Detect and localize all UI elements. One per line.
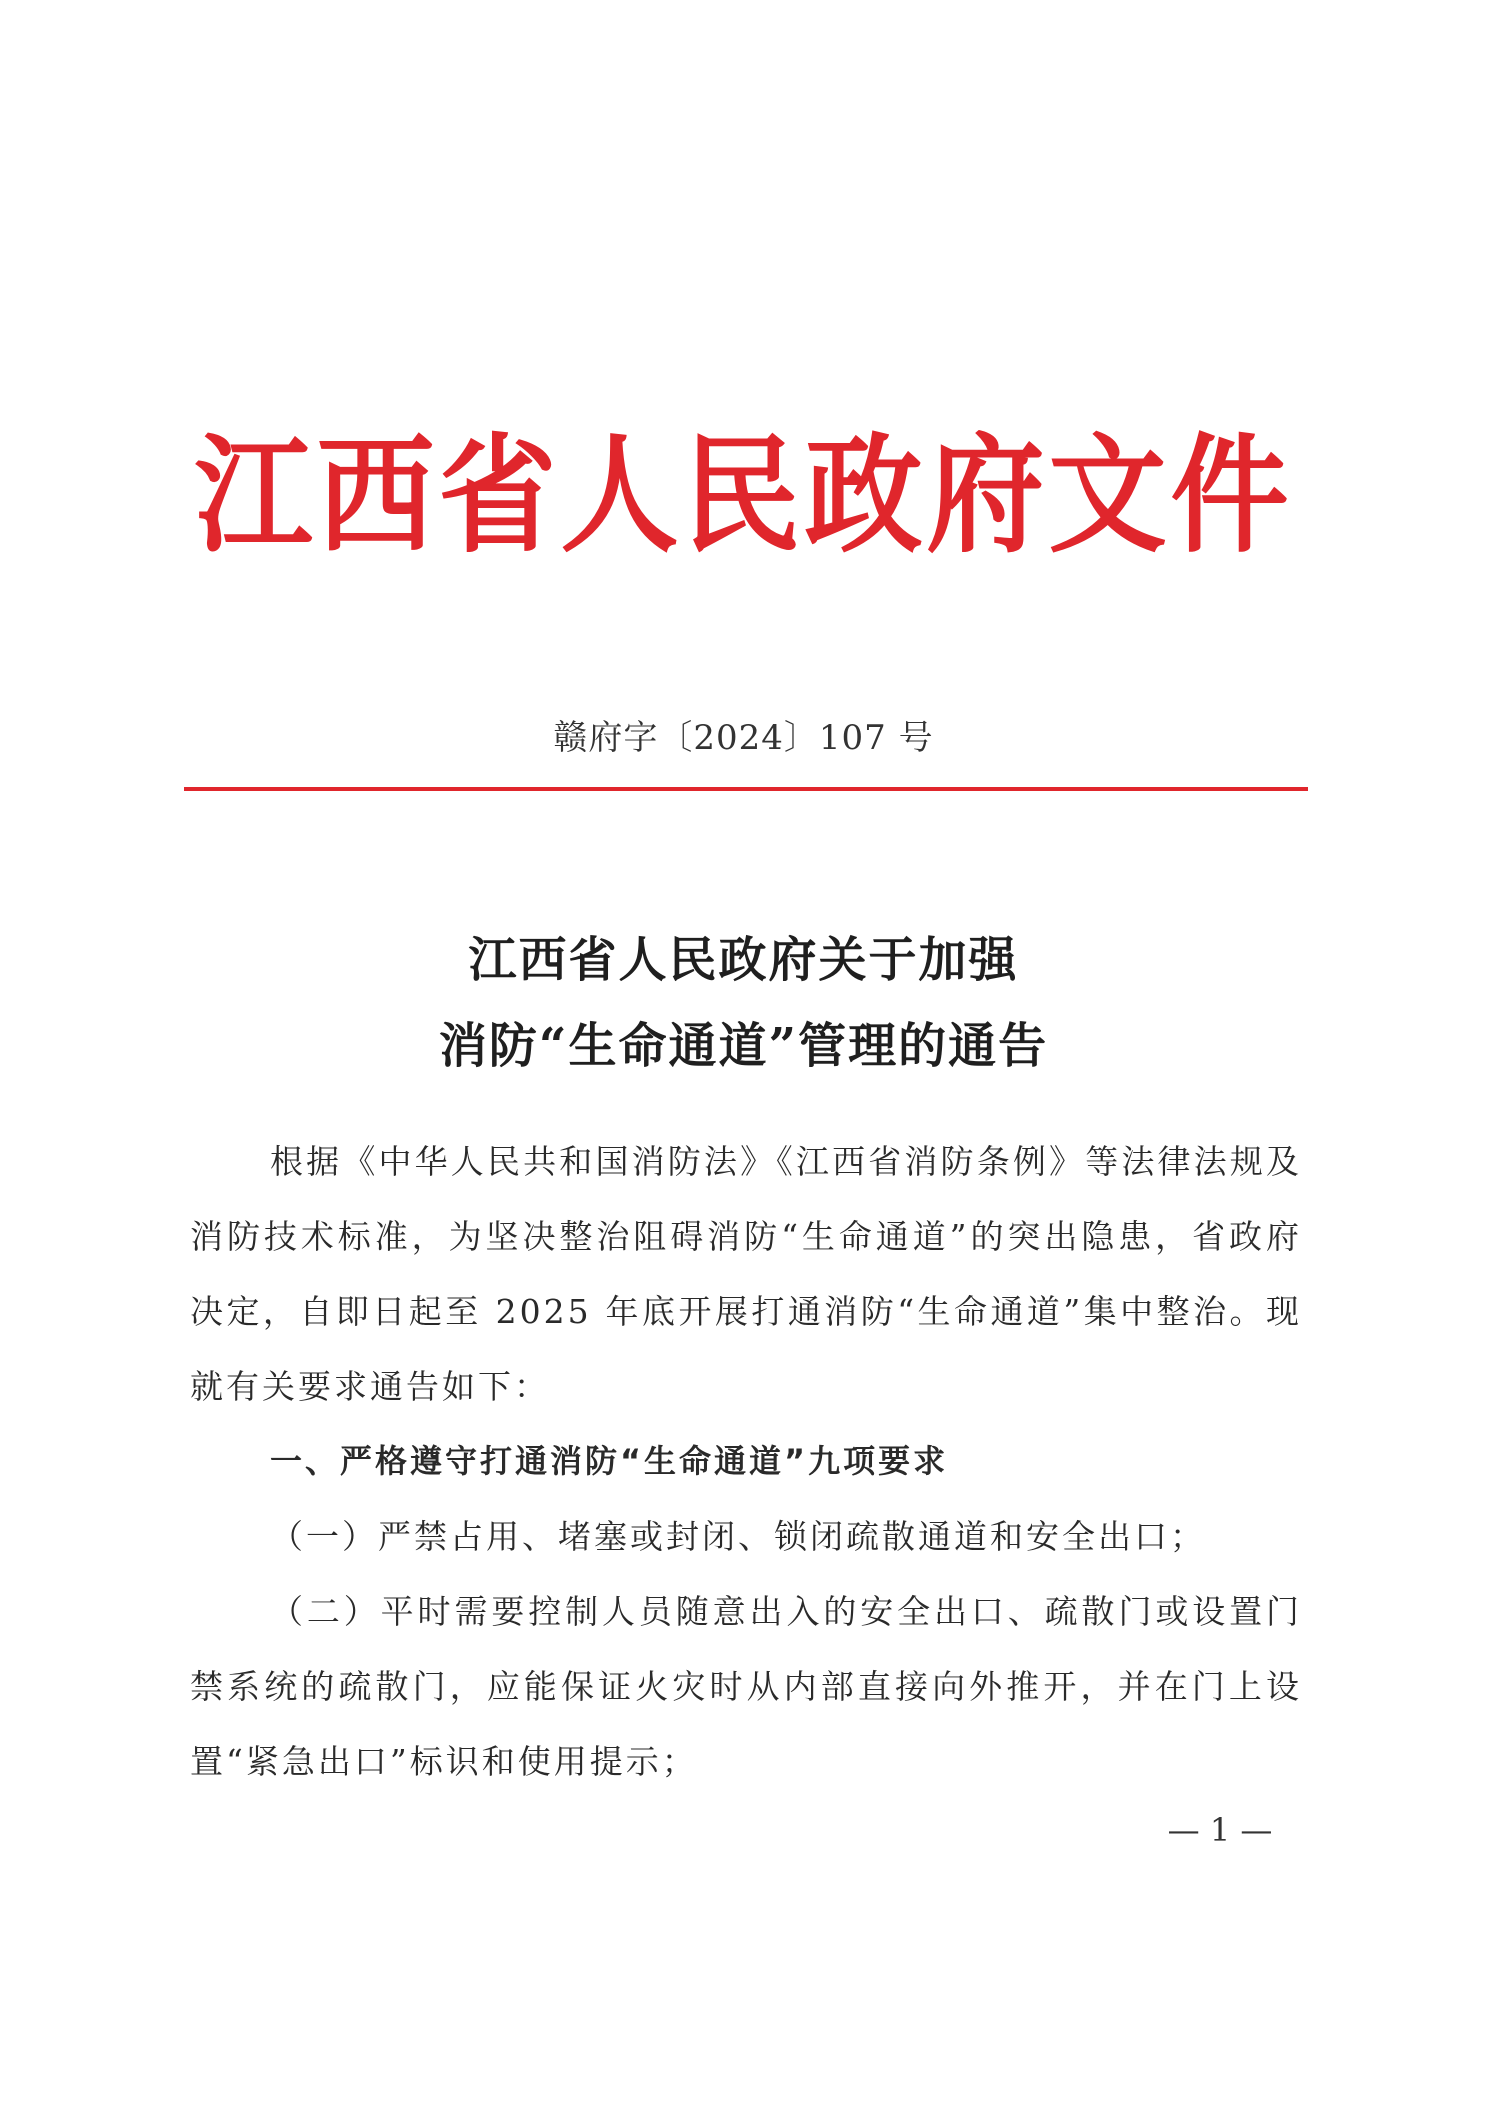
- notice-body: [190, 1124, 1302, 1799]
- red-divider-line: [184, 787, 1308, 791]
- notice-title-line-2: 消防“生命通道”管理的通告: [438, 1018, 1049, 1074]
- intro-paragraph: 根据《中华人民共和国消防法》《江西省消防条例》等法律法规及消防技术标准，为坚决整治阻碍消防“生命通道”的突出隐患，省政府决定，自即日起至 2025 年底开展打通消防“生命通道”集中整治。现就有关要求通告如下：: [190, 1142, 1302, 1406]
- masthead-title: 江西省人民政府文件: [194, 419, 1293, 570]
- requirement-item-1: （一）严禁占用、堵塞或封闭、锁闭疏散通道和安全出口；: [270, 1517, 1206, 1556]
- page-number: — 1 —: [1167, 1811, 1273, 1849]
- section-heading-1: 一、严格遵守打通消防“生命通道”九项要求: [270, 1442, 949, 1480]
- requirement-item-2: （二）平时需要控制人员随意出入的安全出口、疏散门或设置门禁系统的疏散门，应能保证火灾时从内部直接向外推开，并在门上设置“紧急出口”标识和使用提示；: [190, 1592, 1302, 1781]
- document-number: 赣府字〔2024〕107 号: [553, 718, 934, 758]
- notice-title-line-1: 江西省人民政府关于加强: [468, 932, 1019, 988]
